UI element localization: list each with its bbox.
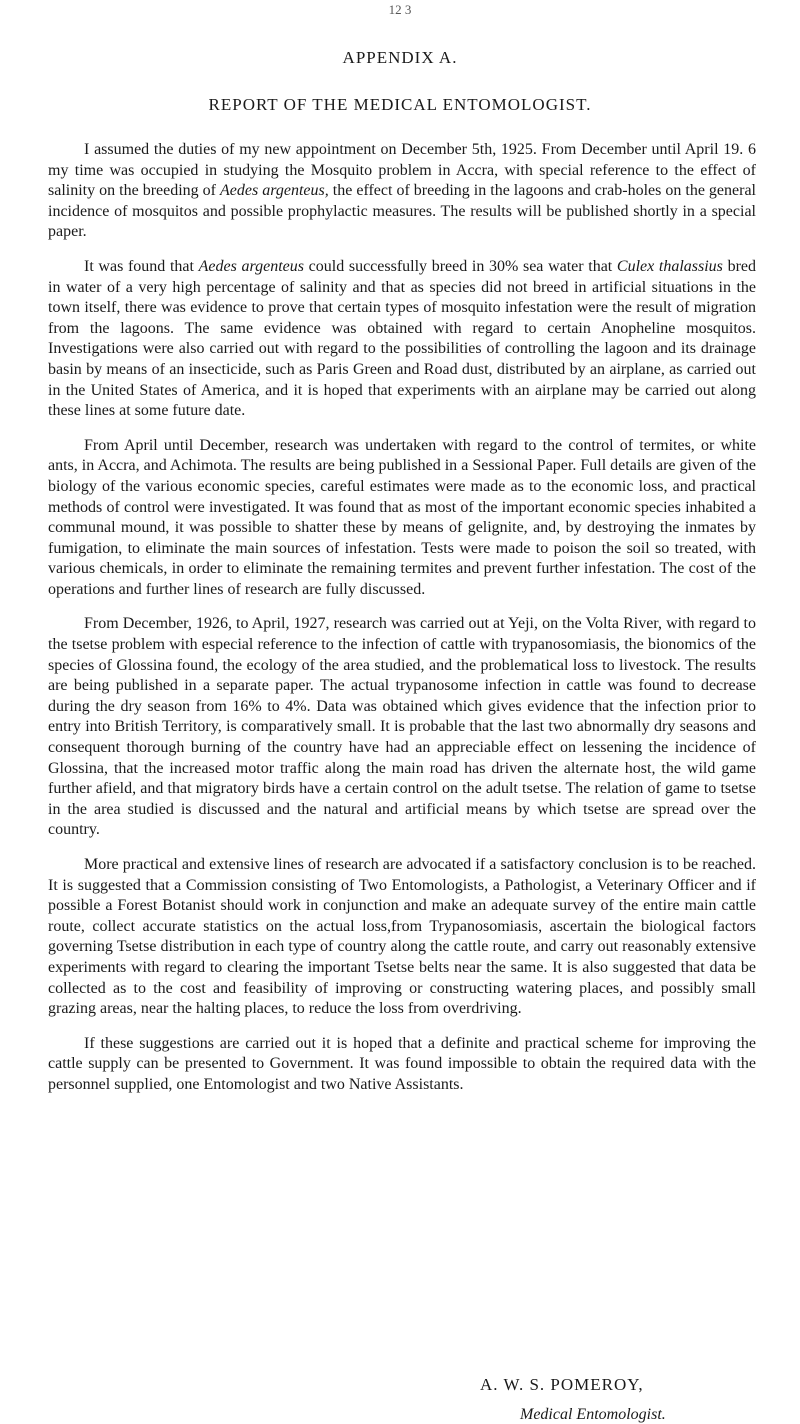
- paragraph-3: From April until December, research was undertaken with regard to the control of termites, or white ants, in Accra, and Achimota. The results are being published in a Sessional Paper. Full details are given of the biology of the various economic species, careful estimates were made as to the economic loss, and practical methods of control were investigated. It was found that as most of the important economic species inhabited a communal mound, it was possible to shatter these by means of gelignite, and, by destroying the inmates by fumigation, to eliminate the main sources of infestation. Tests were made to poison the soil so treated, with various chemicals, in order to eliminate the remaining termites and prevent further infestation. The cost of the operations and further lines of research are fully discussed.: [48, 436, 756, 598]
- signature-name: A. W. S. POMEROY,: [480, 1375, 644, 1394]
- report-body: [48, 140, 756, 1110]
- page-number: 12 3: [388, 2, 412, 17]
- report-title: REPORT OF THE MEDICAL ENTOMOLOGIST.: [208, 95, 592, 114]
- paragraph-5: More practical and extensive lines of research are advocated if a satisfactory conclusion is to be reached. It is suggested that a Commission consisting of Two Entomologists, a Pathologist, a Veterinary Officer and if possible a Forest Botanist should work in conjunction and make an adequate survey of the entire main cattle route, collect accurate statistics on the actual loss,from Trypanosomiasis, ascertain the biological factors governing Tsetse distribution in each type of country along the cattle route, and carry out reasonably extensive experiments with regard to clearing the important Tsetse belts near the same. It is also suggested that data be collected as to the cost and feasibility of improving or constructing watering places, and possibly small grazing areas, near the halting places, to reduce the loss from overdriving.: [48, 856, 756, 1018]
- paragraph-1: I assumed the duties of my new appointment on December 5th, 1925. From December until April 19. 6 my time was occupied in studying the Mosquito problem in Accra, with special reference to the effect of salinity on the breeding of Aedes argenteus, the effect of breeding in the lagoons and crab-holes on the general incidence of mosquitos and possible prophylactic measures. The results will be published shortly in a special paper.: [48, 141, 757, 241]
- paragraph-2: It was found that Aedes argenteus could successfully breed in 30% sea water that Culex thalassius bred in water of a very high percentage of salinity and that as species did not breed in artificial situations in the town itself, there was evidence to prove that certain types of mosquito infestation were the result of migration from the lagoons. The same evidence was obtained with regard to certain Anopheline mosquitos. Investigations were also carried out with regard to the possibilities of controlling the lagoon and its drainage basin by means of an insecticide, such as Paris Green and Road dust, distributed by an airplane, as carried out in the United States of America, and it is hoped that experiments with an airplane may be carried out along these lines at some future date.: [48, 257, 756, 420]
- species-name: Culex thalassius: [616, 257, 723, 275]
- signature-role: Medical Entomologist.: [520, 1406, 666, 1423]
- paragraph-6: If these suggestions are carried out it is hoped that a definite and practical scheme for improving the cattle supply can be presented to Government. It was found impossible to obtain the required data with the personnel supplied, one Entomologist and two Native Assistants.: [48, 1034, 756, 1093]
- species-name: Aedes argenteus: [198, 257, 304, 275]
- species-name: Aedes argenteus,: [220, 182, 329, 200]
- paragraph-4: From December, 1926, to April, 1927, research was carried out at Yeji, on the Volta River, with regard to the tsetse problem with especial reference to the infection of cattle with trypanosomiasis, the bionomics of the species of Glossina found, the ecology of the area studied, and the problematical loss to livestock. The results are being published in a separate paper. The actual trypanosome infection in cattle was found to decrease during the dry season from 16% to 4%. Data was obtained which gives evidence that the infection prior to entry into British Territory, is comparatively small. It is probable that the last two abnormally dry seasons and consequent thorough burning of the country have had an appreciable effect on lessening the incidence of Glossina, that the increased motor traffic along the main road has driven the alternate host, the wild game further afield, and that migratory birds have a certain control on the adult tsetse. The relation of game to tsetse in the area studied is discussed and the natural and artificial means by which tsetse are spread over the country.: [48, 615, 756, 839]
- appendix-heading: APPENDIX A.: [342, 48, 458, 67]
